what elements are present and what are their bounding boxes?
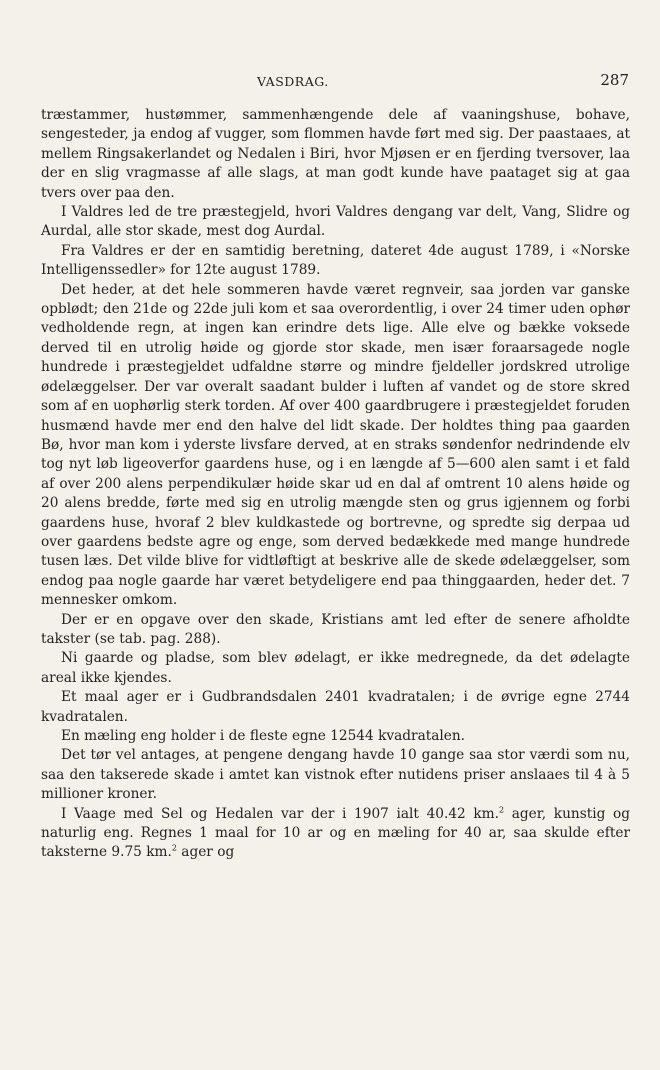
- paragraph: Det heder, at det hele sommeren havde været regnveir, saa jorden var ganske opblødt; den 21de og 22de juli kom et saa overordentlig, i over 24 timer uden ophør vedholdende regn, at ingen kan erindre dets lige. Alle elve og bække voksede derved til en utrolig høide og gjorde stor skade, men især foraarsagede nogle hundrede i præstegjeldet udfaldne større og mindre fjeldeller jordskred utrolige ødelæggelser. Der var overalt saadant bulder i luften af vandet og de store skred som af en uophørlig sterk torden. Af over 400 gaardbrugere i præstegjeldet foruden husmænd havde mer end den halve del lidt skade. Der holdtes thing paa gaarden Bø, hvor man kom i yderste livsfare derved, at en straks søndenfor nedrindende elv tog nyt løb ligeoverfor gaardens huse, og i en længde af 5—600 alen samt i et fald af over 200 alens perpendikulær høide skar ud en dal af omtrent 10 alens høide og 20 alens bredde, førte med sig en utrolig mængde sten og grus igjennem og forbi gaardens huse, hvoraf 2 blev kuldkastede og bortrevne, og spredte sig derpaa ud over gaardens bedste agre og enge, som derved bedækkede med mange hundrede tusen læs. Det vilde blive for vidtløftigt at beskrive alle de skede ødelæggelser, som endog paa nogle gaarde har været betydeligere end paa thinggaarden, heder det. 7 mennesker omkom.: [41, 281, 630, 609]
- text-run: I Vaage med Sel og Hedalen var der i 1907 ialt 40.42 km.: [61, 805, 500, 822]
- text-run: ager og: [176, 844, 235, 861]
- paragraph: Det tør vel antages, at pengene dengang havde 10 gange saa stor værdi som nu, saa den takserede skade i amtet kan vistnok efter nutidens priser anslaaes til 4 à 5 millioner kroner.: [41, 747, 630, 803]
- paragraph: Ni gaarde og pladse, som blev ødelagt, er ikke medregnede, da det ødelagte areal ikke kjendes.: [41, 650, 630, 686]
- paragraph: Der er en opgave over den skade, Kristians amt led efter de senere afholdte takster (se tab. pag. 288).: [41, 611, 630, 647]
- superscript: 2: [171, 843, 177, 853]
- superscript: 2: [499, 805, 505, 815]
- paragraph: Et maal ager er i Gudbrandsdalen 2401 kvadratalen; i de øvrige egne 2744 kvadratalen.: [41, 689, 630, 725]
- paragraph: Fra Valdres er der en samtidig beretning, dateret 4de august 1789, i «Norske Intelligenssedler» for 12te august 1789.: [41, 242, 630, 279]
- paragraph: En mæling eng holder i de fleste egne 12544 kvadratalen.: [61, 728, 466, 744]
- paragraph-last: [41, 805, 630, 863]
- running-header: [41, 71, 630, 94]
- body-text: [41, 106, 630, 863]
- page-number: 287: [600, 71, 629, 89]
- paragraph: I Valdres led de tre præstegjeld, hvori Valdres dengang var delt, Vang, Slidre og Aurdal, alle stor skade, mest dog Aurdal.: [41, 204, 630, 240]
- book-page: [41, 0, 630, 1070]
- chapter-title: VASDRAG.: [257, 74, 329, 89]
- text-run: ager, kunstig og naturlig eng. Regnes 1 maal for 10 ar og en mæling for 40 ar, saa skulde efter taksterne 9.75 km.: [41, 805, 631, 861]
- paragraph: træstammer, hustømmer, sammenhængende dele af vaaningshuse, bohave, sengesteder, ja endog af vugger, som flommen havde ført med sig. Der paastaaes, at mellem Ringsakerlandet og Nedalen i Biri, hvor Mjøsen er en fjerding tversover, laa der en slig vragmasse af alle slags, at man godt kunde have paataget sig at gaa tvers over paa den.: [41, 107, 630, 201]
